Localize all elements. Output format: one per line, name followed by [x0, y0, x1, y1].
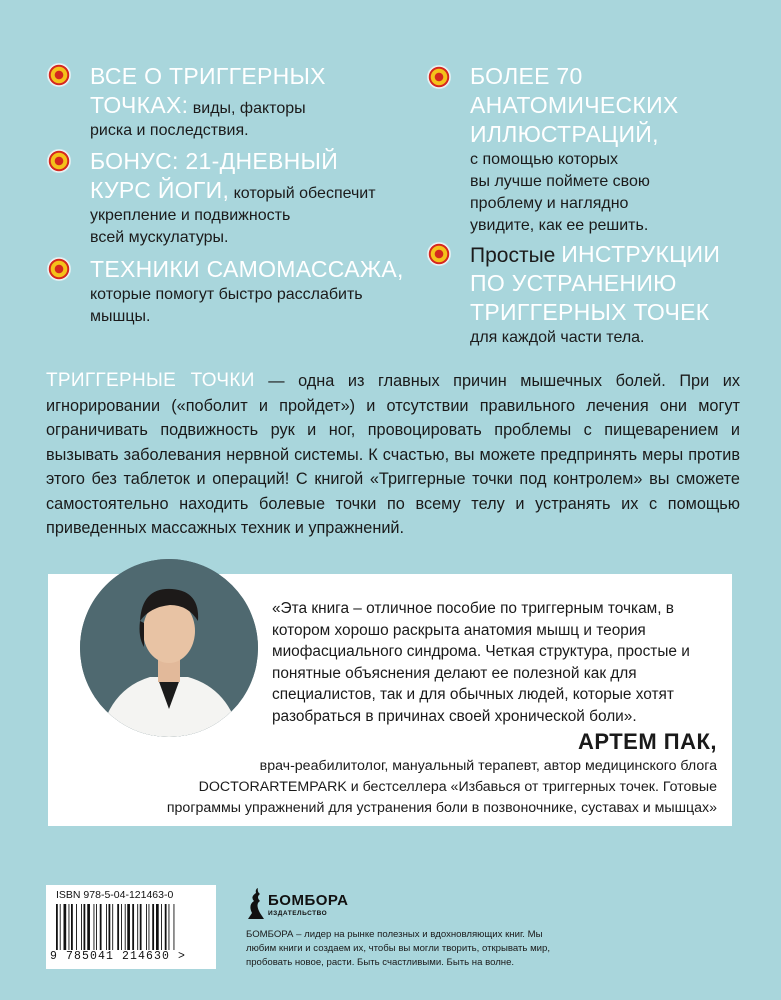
feature-all-about — [90, 62, 326, 142]
target-bullet-icon — [428, 66, 450, 88]
feature-text: которые помогут быстро расслабить — [90, 286, 363, 303]
intro-paragraph — [46, 369, 740, 541]
publisher-description: БОМБОРА – лидер на рынке полезных и вдохновляющих книг. Мы любим книги и создаем их, чтобы вы могли творить, открывать мир, пробовать новое, расти. Быть счастливыми. Быть на волне. — [246, 929, 551, 968]
feature-headline: ТЕХНИКИ САМОМАССАЖА, — [90, 256, 404, 282]
feature-text: проблему и наглядно — [470, 195, 629, 212]
target-bullet-icon — [48, 64, 70, 86]
feature-text: для каждой части тела. — [470, 329, 645, 346]
feature-headline: БОЛЕЕ 70 — [470, 63, 583, 89]
feature-text: всей мускулатуры. — [90, 229, 229, 246]
intro-text: — одна из главных причин мышечных болей. При их игнорировании («поболит и пройдет») и отсутствии правильного лечения они могут ограничивать подвижность рук и ног, провоцировать проблемы с пищеварением и вызывать заболевания нервной системы. К счастью, вы можете предпринять меры против этого без таблеток и операций! С книгой «Триггерные точки под контролем» вы сможете самостоятельно находить болевые точки по всему телу и устранять их с помощью приведенных массажных техник и упражнений. — [46, 372, 740, 537]
quote-text: «Эта книга – отличное пособие по триггерным точкам, в котором хорошо раскрыта анатомия мышц и теория миофасциального синдрома. Четкая структура, простые и понятные объяснения делают ее полезной как для специалистов, так и для обычных людей, которые хотят разобраться в причинах своей хронической боли». — [272, 600, 690, 725]
isbn-label: ISBN 978-5-04-121463-0 — [56, 889, 174, 901]
feature-instructions — [470, 240, 720, 349]
feature-self-massage — [90, 255, 404, 328]
publisher-logo-icon — [246, 887, 266, 926]
feature-headline: ИНСТРУКЦИИ — [561, 241, 721, 267]
feature-bonus-yoga — [90, 147, 376, 249]
isbn-barcode-box — [46, 885, 216, 969]
feature-text: мышцы. — [90, 308, 151, 325]
feature-text: с помощью которых — [470, 151, 619, 168]
intro-lead: ТРИГГЕРНЫЕ ТОЧКИ — [46, 370, 255, 391]
feature-illustrations — [470, 62, 679, 237]
publisher-sub: ИЗДАТЕЛЬСТВО — [268, 910, 328, 917]
feature-headline: ВСЕ О ТРИГГЕРНЫХ — [90, 63, 326, 89]
feature-text: который обеспечит — [229, 185, 376, 202]
author-description: врач-реабилитолог, мануальный терапевт, автор медицинского блога DOCTORARTEMPARK и бестселлера «Избавься от триггерных точек. Готовые программы упражнений для устранения боли в позвоночнике, суставах и мышцах» — [166, 758, 717, 816]
feature-headline: АНАТОМИЧЕСКИХ — [470, 92, 679, 118]
feature-text: вы лучше поймете свою — [470, 173, 650, 190]
feature-headline: ТРИГГЕРНЫХ ТОЧЕК — [470, 299, 710, 325]
feature-headline: ПО УСТРАНЕНИЮ — [470, 270, 677, 296]
author-name: АРТЕМ ПАК, — [577, 729, 717, 754]
feature-headline: КУРС ЙОГИ, — [90, 177, 230, 203]
target-bullet-icon — [48, 150, 70, 172]
isbn-digits: 9 785041 214630 > — [50, 950, 187, 963]
feature-headline: ИЛЛЮСТРАЦИЙ, — [470, 121, 659, 147]
feature-text: риска и последствия. — [90, 122, 249, 139]
barcode-image — [54, 904, 210, 950]
target-bullet-icon — [48, 258, 70, 280]
feature-headline: БОНУС: 21-ДНЕВНЫЙ — [90, 148, 339, 174]
feature-text: Простые — [470, 244, 562, 267]
feature-text: увидите, как ее решить. — [470, 217, 649, 234]
author-portrait-image — [80, 559, 258, 737]
author-photo — [80, 559, 258, 737]
publisher-name: БОМБОРА — [268, 892, 349, 909]
feature-headline: ТОЧКАХ: — [90, 92, 189, 118]
target-bullet-icon — [428, 243, 450, 265]
feature-text: укрепление и подвижность — [90, 207, 291, 224]
feature-text: виды, факторы — [188, 100, 306, 117]
